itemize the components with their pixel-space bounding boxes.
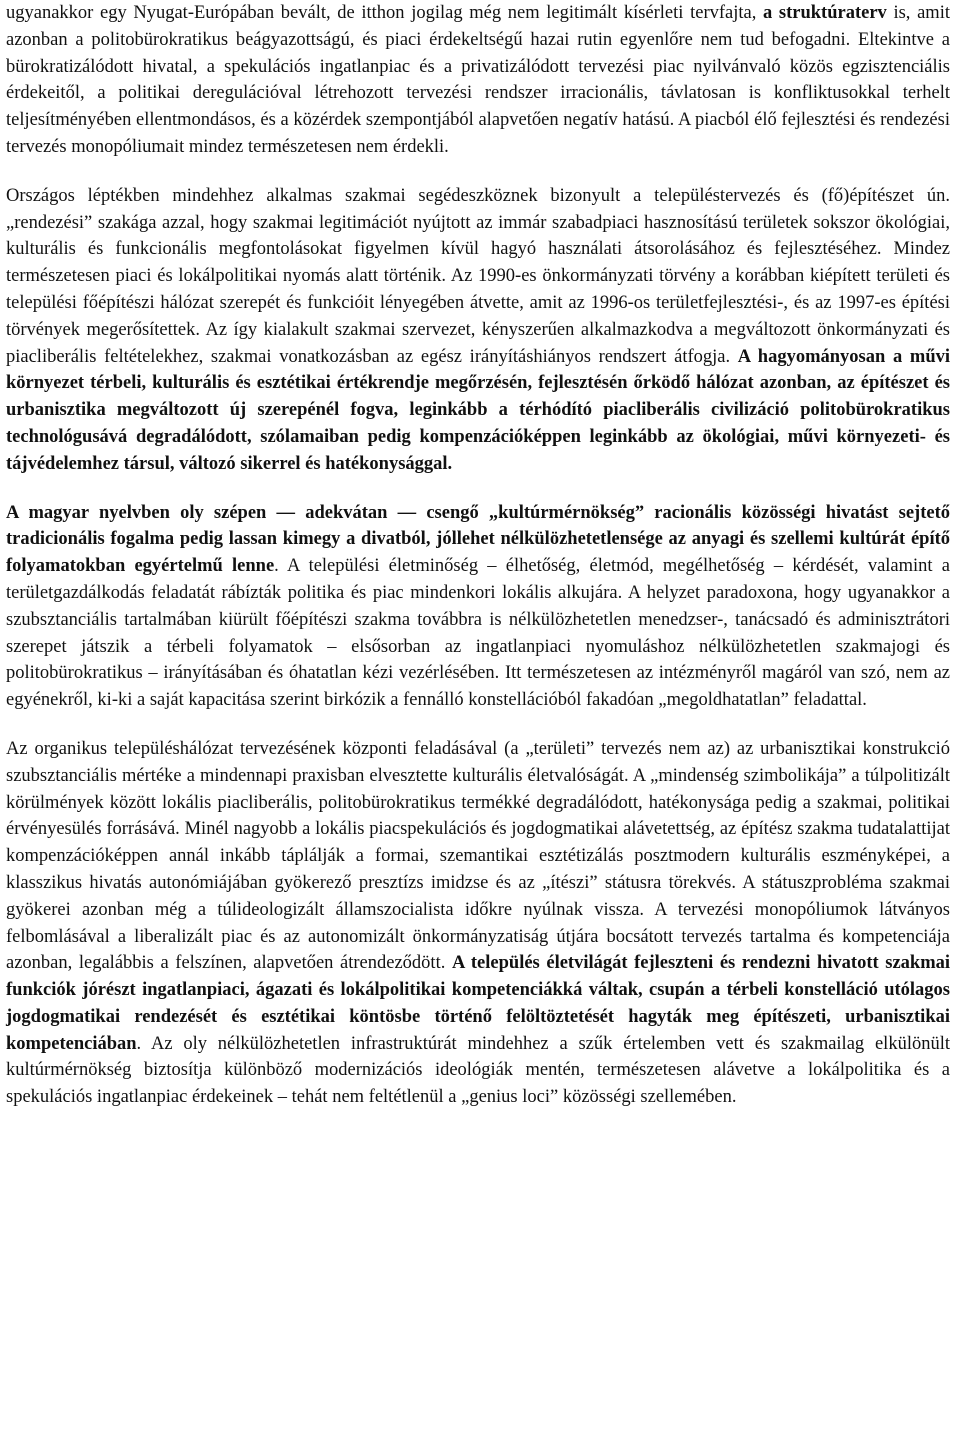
paragraph-3: [6, 500, 950, 714]
paragraph-4-text: Az organikus településhálózat tervezésének központi feladásával (a „területi” tervezés nem az) az urbanisztikai konstrukció szubsztanciális mértéke a mindennapi praxisban elvesztette kulturális életvalóságát. A „mindenség szimbolikája” a túlpolitizált körülmények között lokális piacliberális, politobürokratikus termékké degradálódott, hatékonysága pedig a szakmai, politikai érvényesülés forrásává. Minél nagyobb a lokális piacspekulációs és jogdogmatikai alávetettség, az építész szakma tudatalattijat kompenzációképpen annál inkább táplálják a formai, szemantikai esztétizálás posztmodern kulturális eszményképei, a klasszikus hivatás autonómiájában gyökerező presztízs imidzse és az „ítészi” státusra törekvés. A státuszprobléma szakmai gyökerei azonban még a túlideologizált államszocialista időkre nyúlnak vissza. A tervezési monopóliumok látványos felbomlásával a liberalizált piac és az autonomizált önkormányzatiság útjára bocsátott tervezés tartalma és kompetenciája azonban, legalábbis a felszínen, alapvetően átrendeződött.: [6, 738, 950, 974]
paragraph-gap: [6, 478, 950, 500]
paragraph-4: [6, 736, 950, 1111]
paragraph-1: [6, 0, 950, 161]
paragraph-2: [6, 183, 950, 478]
paragraph-4-bold-text: A település életvilágát fejleszteni és rendezni hivatott szakmai funkciók jórészt ingatlanpiaci, ágazati és lokálpolitikai kompetenciákká váltak, csupán a térbeli konstelláció utólagos jogdogmatikai rendezését és esztétikai köntösbe történő felöltöztetését hagyták meg építészeti, urbanisztikai kompetenciában: [6, 953, 950, 1054]
paragraph-2-text: Országos léptékben mindehhez alkalmas szakmai segédeszköznek bizonyult a településtervezés és (fő)építészet ún. „rendezési” szakága azzal, hogy szakmai legitimációt nyújtott az immár szabadpiaci hasznosítású területek sokszor ökológiai, kulturális és funkcionális megfontolásokat figyelmen kívül hagyó használati átsorolásához és fejlesztéséhez. Mindez természetesen piaci és lokálpolitikai nyomás alatt történik. Az 1990-es önkormányzati törvény a korábban kiépített területi és települési főépítészi hálózat szerepét és funkcióit lényegében átvette, amit az 1996-os területfejlesztési-, és az 1997-es építési törvények megerősítettek. Az így kialakult szakmai szervezet, kényszerűen alkalmazkodva a megváltozott önkormányzati és piacliberális feltételekhez, szakmai vonatkozásban az egész irányításhiányos rendszert átfogja.: [6, 185, 950, 367]
paragraph-2-bold-text: A hagyományosan a művi környezet térbeli, kulturális és esztétikai értékrendje megőrzésén, fejlesztésén őrködő hálózat azonban, az építészet és urbanisztika megváltozott új szerepénél fogva, leginkább a térhódító piacliberális civilizáció politobürokratikus technológusává degradálódott, szólamaiban pedig kompenzációképpen leginkább az ökológiai, művi környezeti- és tájvédelemhez társul, változó sikerrel és hatékonysággal.: [6, 346, 950, 474]
paragraph-gap: [6, 714, 950, 736]
paragraph-3-text: . A települési életminőség – élhetőség, életmód, megélhetőség – kérdését, valamint a területgazdálkodás feladatát rábízták politika és piac mindenkori lokális alkujára. A helyzet paradoxona, hogy ugyanakkor a szubsztanciális tartalmában kiürült főépítészi szakma továbbra is nélkülözhetetlen menedzser-, tanácsadó és adminisztrátori szerepet játszik a térbeli folyamatok – elsősorban az ingatlanpiaci nyomuláshoz nélkülözhetetlen szakmajogi és politobürokratikus – irányításában és óhatatlan kézi vezérlésében. Itt természetesen az intézményről magáról van szó, nem az egyénekről, ki-ki a saját kapacitása szerint birkózik a fennálló konstellációból fakadóan „megoldhatatlan” feladattal.: [6, 556, 950, 711]
paragraph-3-bold-text: A magyar nyelvben oly szépen — adekvátan — csengő „kultúrmérnökség” racionális közösségi hivatást sejtető tradicionális fogalma pedig lassan kimegy a divatból, jóllehet nélkülözhetetlensége az anyagi és szellemi kultúrát építő folyamatokban egyértelmű lenne: [6, 502, 950, 577]
paragraph-gap: [6, 161, 950, 183]
paragraph-1-bold-text: a struktúraterv: [763, 3, 887, 23]
paragraph-4-text-cont: . Az oly nélkülözhetetlen infrastruktúrát mindehhez a szűk értelemben vett és szakmailag elkülönült kultúrmérnökség biztosítja különböző modernizációs ideológiák mentén, természetesen alávetve a lokálpolitika és a spekulációs ingatlanpiac érdekeinek – tehát nem feltétlenül a „genius loci” közösségi szellemében.: [6, 1033, 950, 1108]
paragraph-1-text-cont: is, amit azonban a politobürokratikus beágyazottságú, és piaci érdekeltségű hazai rutin egyenlőre nem tud befogadni. Eltekintve a bürokratizálódott hivatal, a spekulációs ingatlanpiac és a privatizálódott tervezési piac nyilvánvaló közös egzisztenciális érdekeitől, a politikai deregulációval létrehozott tervezési rendszer irracionális, távlatosan is konfliktusokkal terhelt teljesítményében ellentmondásos, és a közérdek szempontjából alapvetően negatív hatású. A piacból élő fejlesztési és rendezési tervezés monopóliumait mindez természetesen nem érdekli.: [6, 3, 950, 157]
paragraph-1-text: ugyanakkor egy Nyugat-Európában bevált, de itthon jogilag még nem legitimált kísérleti tervfajta,: [6, 3, 763, 23]
